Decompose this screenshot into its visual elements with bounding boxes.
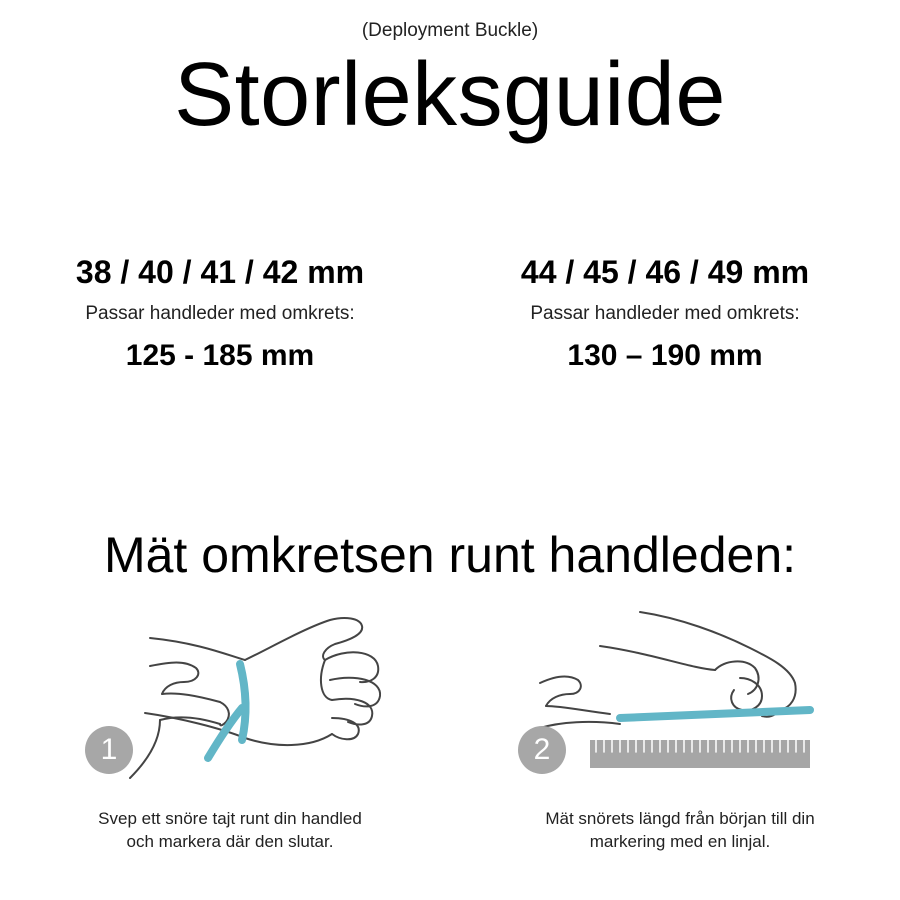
wrist-range-value: 130 – 190 mm	[567, 339, 763, 372]
step-caption-line: markering med en linjal.	[589, 831, 771, 851]
page-subtitle: (Deployment Buckle)	[361, 20, 539, 41]
step-caption	[460, 808, 900, 854]
case-sizes-label: 38 / 40 / 41 / 42 mm	[75, 254, 365, 290]
step-caption-line: Mät snörets längd från början till din	[545, 809, 815, 828]
case-sizes-label: 44 / 45 / 46 / 49 mm	[520, 254, 810, 290]
step-caption	[20, 808, 440, 854]
measure-heading: Mät omkretsen runt handleden:	[103, 527, 797, 583]
fits-wrist-label: Passar handleder med omkrets:	[530, 303, 800, 324]
step-caption-line: Svep ett snöre tajt runt din handled	[98, 809, 362, 828]
wrist-range-value: 125 - 185 mm	[125, 339, 315, 372]
page-title: Storleksguide	[174, 45, 726, 145]
fits-wrist-label: Passar handleder med omkrets:	[85, 303, 355, 324]
size-column-small	[5, 254, 435, 373]
step-caption-line: och markera där den slutar.	[126, 831, 334, 851]
step-number-badge: 1	[85, 726, 133, 774]
step-number-badge: 2	[518, 726, 566, 774]
size-column-large	[450, 254, 880, 373]
